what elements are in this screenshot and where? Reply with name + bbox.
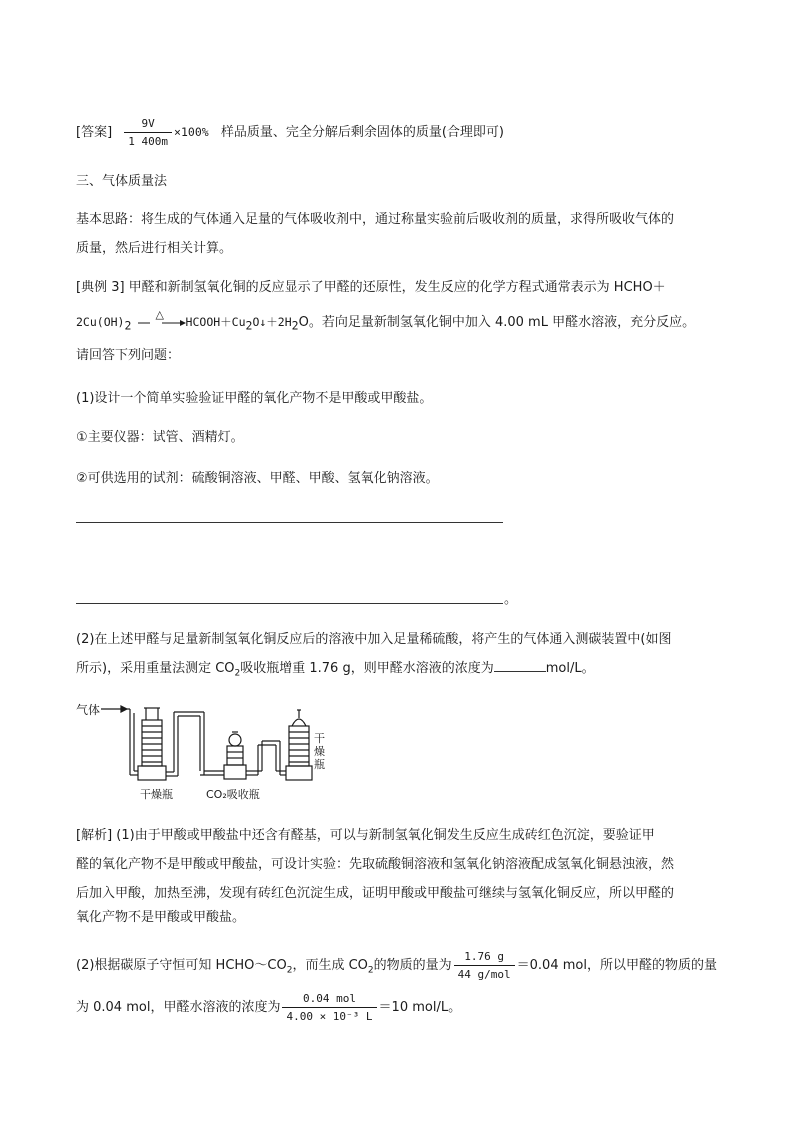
calc-p1d: ＝0.04 mol，所以甲醛的物质的量	[516, 958, 717, 973]
q1-text: (1)设计一个简单实验验证甲醛的氧化产物不是甲酸或甲酸盐。	[76, 391, 433, 406]
carbon-apparatus-diagram	[76, 698, 336, 808]
q2-line-2a: 所示)，采用重量法测定 CO	[76, 661, 235, 676]
basic-line-1: 基本思路：将生成的气体通入足量的气体吸收剂中，通过称量实验前后吸收剂的质量，求得所吸收气体的	[76, 212, 675, 227]
calc-line-1	[76, 946, 726, 991]
co2-bottle-label: CO₂吸收瓶	[206, 788, 260, 801]
analysis-text-1: (1)由于甲酸或甲酸盐中还含有醛基，可以与新制氢氧化铜发生反应生成砖红色沉淀，要验证甲	[112, 828, 655, 843]
q2-answer-blank	[494, 657, 546, 672]
answer-text: 样品质量、完全分解后剩余固体的质量(合理即可)	[220, 125, 504, 140]
answer-times: ×100%	[174, 125, 209, 139]
calc-p1a: (2)根据碳原子守恒可知 HCHO～CO	[76, 958, 287, 973]
answer-tag: [答案]	[76, 125, 113, 140]
answer-frac-den: 1 400m	[128, 135, 169, 148]
answer-line	[76, 112, 726, 153]
reaction-arrow	[136, 307, 186, 333]
analysis-line-2: 醛的氧化产物不是甲酸或甲酸盐，可设计实验：先取硫酸铜溶液和氢氧化钠溶液配成氢氧化铜悬浊液，然	[76, 857, 675, 872]
eq-left-sub: 2	[124, 318, 132, 333]
dry-bottle-2-label: 干燥瓶	[314, 732, 325, 771]
analysis-tag: [解析]	[76, 828, 113, 843]
calc-p2b: ＝10 mol/L。	[378, 1000, 462, 1015]
q2-line-2	[76, 655, 726, 688]
calc-fraction-1	[454, 948, 515, 983]
calc-frac2-num: 0.04 mol	[282, 990, 376, 1008]
calc-p2a: 为 0.04 mol，甲醛水溶液的浓度为	[76, 1000, 281, 1015]
calc-p1-sub2: 2	[367, 965, 374, 976]
answer-line-1	[76, 522, 503, 523]
analysis-line-1	[76, 822, 726, 850]
answer-frac-num: 9V	[124, 115, 172, 133]
eq-right-sub2: 2	[291, 318, 299, 333]
answer-fraction	[124, 115, 172, 150]
heat-condition-icon: △	[155, 307, 165, 321]
eq-right-a: HCOOH＋Cu	[185, 315, 246, 329]
analysis-line-4: 氧化产物不是甲酸或甲酸盐。	[76, 910, 246, 925]
q1-item-2: ②可供选用的试剂：硫酸铜溶液、甲醛、甲酸、氢氧化钠溶液。	[76, 471, 439, 486]
eq-left: 2Cu(OH)	[76, 315, 125, 329]
q1-item-1: ①主要仪器：试管、酒精灯。	[76, 430, 244, 445]
q1-end-mark: 。	[504, 592, 518, 607]
arrow-icon	[136, 313, 186, 333]
calc-frac1-den: 44 g/mol	[457, 968, 511, 981]
calc-frac1-num: 1.76 g	[454, 948, 515, 966]
dry-bottle-1-label: 干燥瓶	[140, 788, 173, 801]
answer-line-2	[76, 603, 503, 604]
calc-line-2	[76, 988, 726, 1028]
calc-p1-sub: 2	[286, 965, 293, 976]
q2-line-2b: 吸收瓶增重 1.76 g，则甲醛水溶液的浓度为	[240, 661, 494, 676]
analysis-line-3: 后加入甲酸，加热至沸，发现有砖红色沉淀生成，证明甲酸或甲酸盐可继续与氢氧化铜反应，所以甲醛的	[76, 886, 675, 901]
q2-line-1: (2)在上述甲醛与足量新制氢氧化铜反应后的溶液中加入足量稀硫酸，将产生的气体通入测碳装置中(如图	[76, 632, 672, 647]
example-equation	[76, 308, 726, 340]
calc-p1b: ，而生成 CO	[292, 958, 368, 973]
example-line-3: 请回答下列问题：	[76, 348, 181, 363]
example-line-1: [典例 3] 甲醛和新制氢氧化铜的反应显示了甲醛的还原性，发生反应的化学方程式通常表示为 HCHO＋	[76, 280, 666, 295]
eq-right-sub: 2	[245, 318, 253, 333]
calc-frac2-den: 4.00 × 10⁻³ L	[286, 1010, 373, 1023]
gas-label: 气体	[76, 703, 101, 717]
basic-line-2: 质量，然后进行相关计算。	[76, 241, 233, 256]
calc-fraction-2	[282, 990, 376, 1025]
eq-right-b: O↓＋2H	[252, 315, 292, 329]
eq-right-c: O。若向足量新制氢氧化铜中加入 4.00 mL 甲醛水溶液，充分反应。	[298, 315, 696, 330]
q2-line-2c: mol/L。	[545, 661, 595, 676]
q2-sub: 2	[234, 668, 241, 679]
calc-p1c: 的物质的量为	[373, 958, 452, 973]
section-title: 三、气体质量法	[76, 174, 168, 189]
